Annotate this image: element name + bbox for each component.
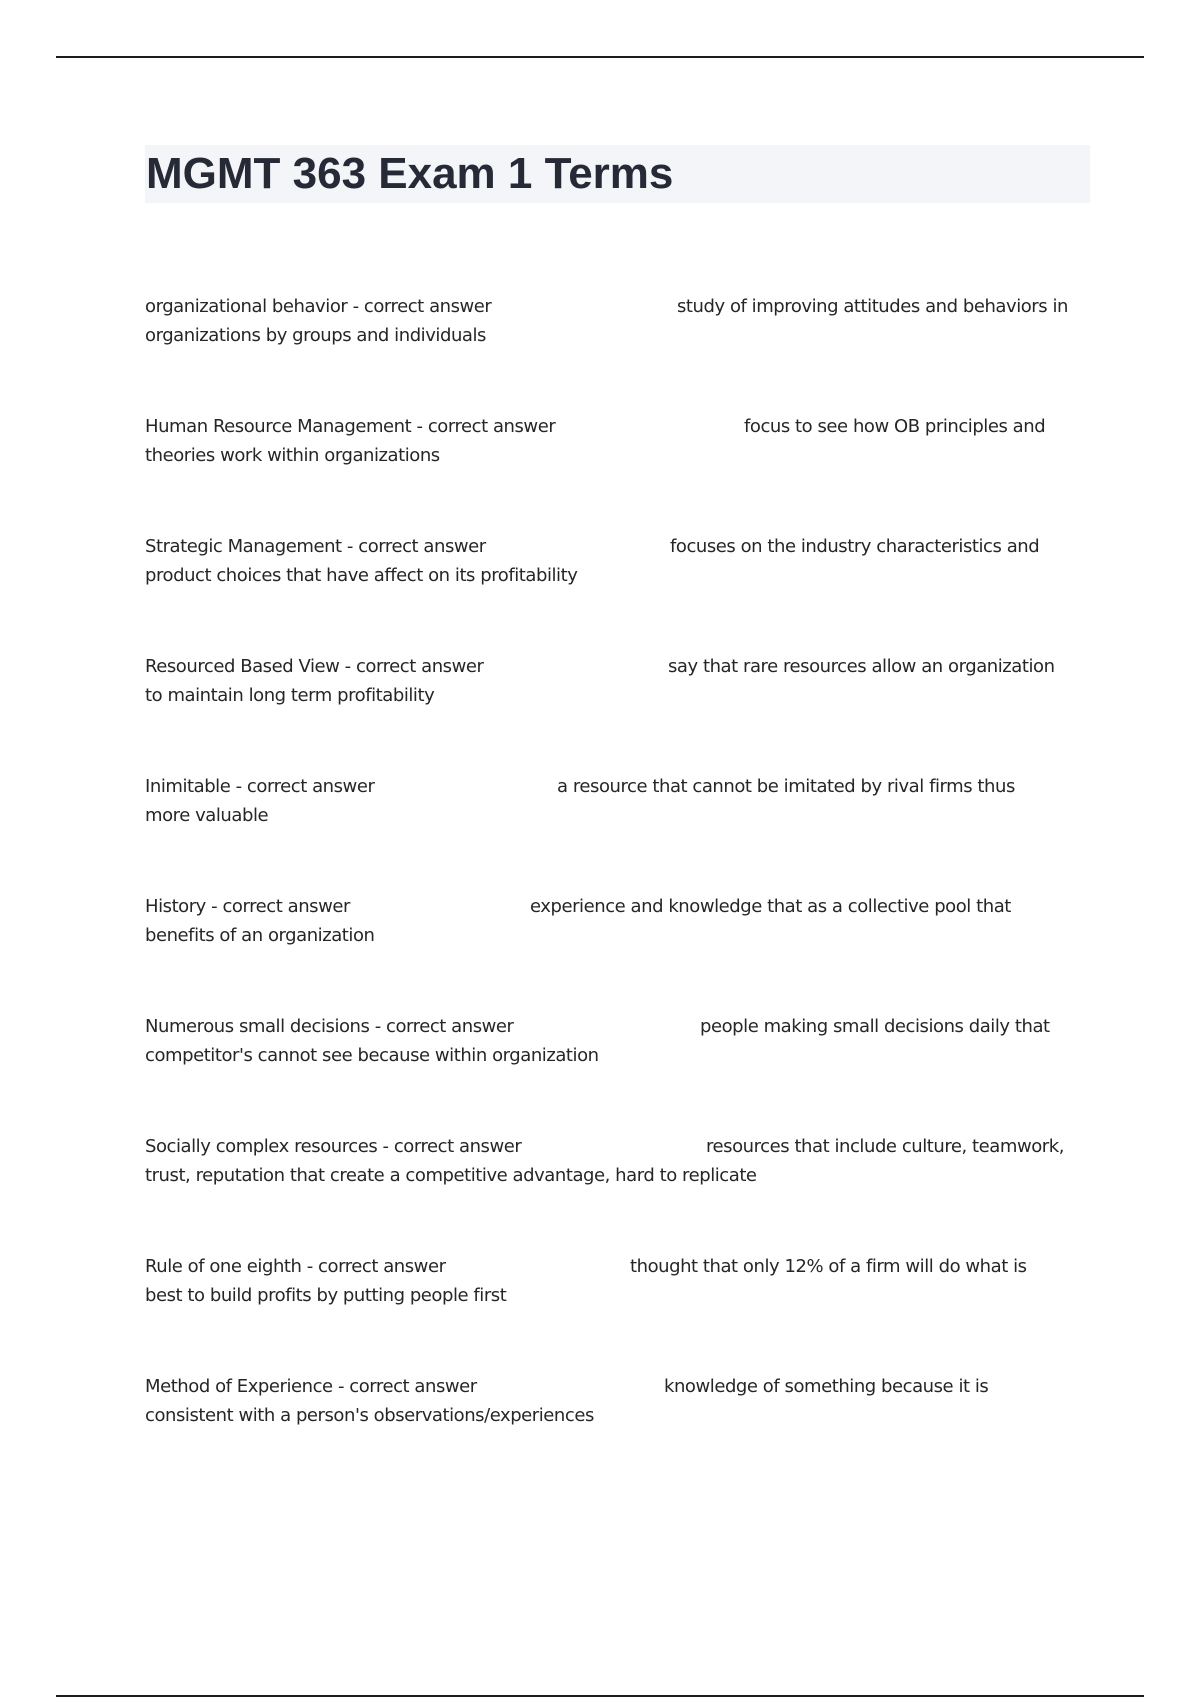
term-definition-continued: product choices that have affect on its profitability bbox=[145, 565, 578, 586]
term-definition-continued: to maintain long term profitability bbox=[145, 685, 435, 706]
term-definition: people making small decisions daily that bbox=[700, 1016, 1050, 1037]
term-label: Numerous small decisions - correct answer bbox=[145, 1016, 514, 1037]
term-definition-continued: organizations by groups and individuals bbox=[145, 325, 486, 346]
term-definition: experience and knowledge that as a collective pool that bbox=[530, 896, 1011, 917]
term-label: Strategic Management - correct answer bbox=[145, 536, 486, 557]
term-entry bbox=[145, 292, 1090, 354]
term-definition-continued: competitor's cannot see because within organization bbox=[145, 1045, 599, 1066]
top-rule bbox=[56, 56, 1144, 58]
term-definition-continued: benefits of an organization bbox=[145, 925, 375, 946]
document-title: MGMT 363 Exam 1 Terms bbox=[146, 149, 674, 198]
term-definition: thought that only 12% of a firm will do what is bbox=[630, 1256, 1027, 1277]
term-definition: study of improving attitudes and behaviors in bbox=[677, 296, 1068, 317]
term-label: History - correct answer bbox=[145, 896, 350, 917]
term-label: Rule of one eighth - correct answer bbox=[145, 1256, 446, 1277]
term-label: Inimitable - correct answer bbox=[145, 776, 375, 797]
term-label: organizational behavior - correct answer bbox=[145, 296, 492, 317]
term-label: Socially complex resources - correct answer bbox=[145, 1136, 522, 1157]
term-definition: focuses on the industry characteristics and bbox=[670, 536, 1040, 557]
term-entry bbox=[145, 652, 1090, 714]
term-label: Resourced Based View - correct answer bbox=[145, 656, 484, 677]
term-label: Method of Experience - correct answer bbox=[145, 1376, 477, 1397]
term-definition: resources that include culture, teamwork, bbox=[706, 1136, 1064, 1157]
term-definition: a resource that cannot be imitated by rival firms thus bbox=[557, 776, 1015, 797]
term-definition-continued: theories work within organizations bbox=[145, 445, 440, 466]
term-definition-continued: more valuable bbox=[145, 805, 269, 826]
term-definition-continued: consistent with a person's observations/experiences bbox=[145, 1405, 594, 1426]
term-definition: focus to see how OB principles and bbox=[744, 416, 1046, 437]
term-definition: knowledge of something because it is bbox=[664, 1376, 989, 1397]
term-definition-continued: best to build profits by putting people first bbox=[145, 1285, 507, 1306]
term-entry bbox=[145, 532, 1090, 594]
term-definition: say that rare resources allow an organization bbox=[668, 656, 1055, 677]
term-definition-continued: trust, reputation that create a competitive advantage, hard to replicate bbox=[145, 1165, 757, 1186]
term-entry bbox=[145, 1252, 1090, 1314]
bottom-rule bbox=[56, 1695, 1144, 1697]
term-entry bbox=[145, 772, 1090, 834]
term-label: Human Resource Management - correct answer bbox=[145, 416, 556, 437]
term-entry bbox=[145, 892, 1090, 954]
term-entry bbox=[145, 1132, 1090, 1194]
term-entry bbox=[145, 1372, 1090, 1434]
term-entry bbox=[145, 412, 1090, 474]
term-entry bbox=[145, 1012, 1090, 1074]
